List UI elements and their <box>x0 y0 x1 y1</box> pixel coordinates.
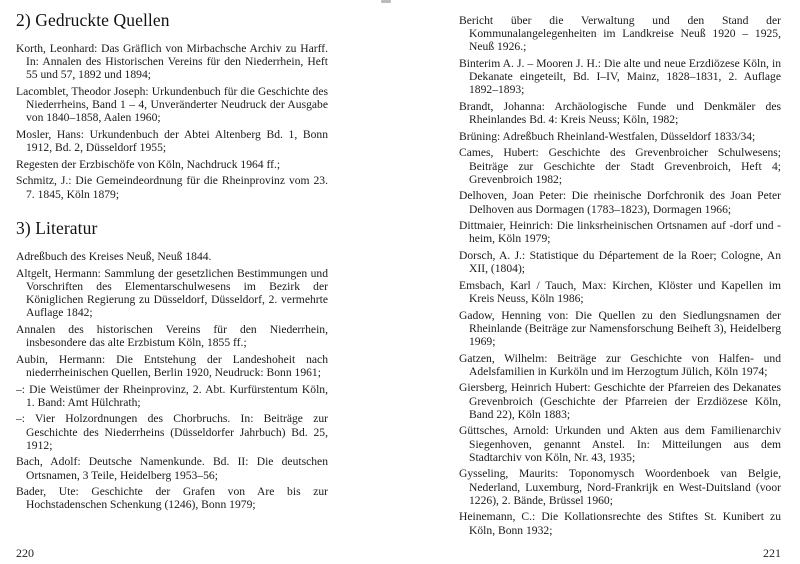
bibliography-entry: Dittmaier, Heinrich: Die linksrheinischen Ortsnamen auf -dorf und -heim, Köln 1979; <box>459 219 781 246</box>
bibliography-entry: Brandt, Johanna: Archäologische Funde und Denkmäler des Rheinlandes Bd. 4: Kreis Neuss; Köln, 1982; <box>459 100 781 127</box>
bibliography-entry: Bach, Adolf: Deutsche Namenkunde. Bd. II: Die deutschen Ortsnamen, 3 Teile, Heidelberg 1953–56; <box>16 455 328 482</box>
bibliography-entry: –: Die Weistümer der Rheinprovinz, 2. Abt. Kurfürstentum Köln, 1. Band: Amt Hülchrath; <box>16 382 328 409</box>
bibliography-entry: Regesten der Erzbischöfe von Köln, Nachdruck 1964 ff.; <box>16 157 281 171</box>
printed-sources-list <box>16 42 328 204</box>
bibliography-entry: Annalen des historischen Vereins für den Niederrhein, insbesondere das alte Erzbistum Köln, 1855 ff.; <box>16 322 328 350</box>
bibliography-entry: Güttsches, Arnold: Urkunden und Akten aus dem Familienarchiv Siegenhoven, genannt Anstel. In: Mitteilungen aus dem Stadtarchiv von Köln, Nr. 43, 1935; <box>459 424 781 464</box>
page-spacer <box>16 515 328 546</box>
bibliography-entry: Mosler, Hans: Urkundenbuch der Abtei Altenberg Bd. 1, Bonn 1912, Bd. 2, Düsseldorf 1955; <box>16 128 328 155</box>
bibliography-entry: Binterim A. J. – Mooren J. H.: Die alte und neue Erzdiözese Köln, in Dekanate eingeteilt, Bd. I–IV, Mainz, 1828–1831, 2. Auflage 1892–1893; <box>459 57 781 97</box>
bibliography-entry: Delhoven, Joan Peter: Die rheinische Dorfchronik des Joan Peter Delhoven aus Dormagen (1783–1823), Dormagen 1966; <box>459 189 781 216</box>
page-number-right: 221 <box>763 546 781 561</box>
literature-list-left <box>16 250 328 515</box>
bibliography-entry: Cames, Hubert: Geschichte des Grevenbroicher Schulwesens; Beiträge zur Geschichte der Stadt Grevenbroich, Heft 4; Grevenbroich 1982; <box>459 146 781 186</box>
bibliography-entry: Schmitz, J.: Die Gemeindeordnung für die Rheinprovinz vom 23. 7. 1845, Köln 1879; <box>16 174 328 201</box>
cropped-glyph-fragment <box>381 0 391 3</box>
bibliography-entry: Bericht über die Verwaltung und den Stand der Kommunalangelegenheiten im Landkreise Neuß 1920 – 1925, Neuß 1926.; <box>459 14 781 54</box>
right-page <box>400 0 800 564</box>
bibliography-entry: Giersberg, Heinrich Hubert: Geschichte der Pfarreien des Dekanates Grevenbroich (Geschichte der Pfarreien der Erzdiözese Köln, Band 22), Köln 1883; <box>459 381 781 421</box>
bibliography-entry: Gysseling, Maurits: Toponomysch Woordenboek van Belgie, Nederland, Luxemburg, Nord-Frankrijk en West-Duitsland (voor 1226), 2. Bände, Brüssel 1960; <box>459 467 781 507</box>
bibliography-entry: Adreßbuch des Kreises Neuß, Neuß 1844. <box>16 250 212 264</box>
bibliography-entry: Dorsch, A. J.: Statistique du Département de la Roer; Cologne, An XII, (1804); <box>459 248 781 276</box>
bibliography-entry: Heinemann, C.: Die Kollationsrechte des Stiftes St. Kunibert zu Köln, Bonn 1932; <box>459 510 781 537</box>
literature-list-right <box>459 14 781 540</box>
bibliography-entry: Aubin, Hermann: Die Entstehung der Landeshoheit nach niederrheinischen Quellen, Berlin 1920, Neudruck: Bonn 1961; <box>16 352 328 379</box>
bibliography-entry: –: Vier Holzordnungen des Chorbruchs. In: Beiträge zur Geschichte des Niederrheins (Düsseldorfer Jahrbuch) Bd. 25, 1912; <box>16 412 328 452</box>
bibliography-entry: Korth, Leonhard: Das Gräflich von Mirbachsche Archiv zu Harff. In: Annalen des Historischen Vereins für den Niederrhein, Heft 55 und 57, 1892 und 1894; <box>16 42 328 82</box>
section-heading-literatur: 3) Literatur <box>16 218 98 239</box>
section-heading-gedruckte-quellen: 2) Gedruckte Quellen <box>16 10 170 30</box>
page-number-left: 220 <box>16 546 34 561</box>
bibliography-entry: Lacomblet, Theodor Joseph: Urkundenbuch für die Geschichte des Niederrheins, Band 1 – 4, Unveränderter Neudruck der Ausgabe von 1840–1858, Aalen 1960; <box>16 85 328 125</box>
bibliography-entry: Gadow, Henning von: Die Quellen zu den Siedlungsnamen der Rheinlande (Beiträge zur Namensforschung Beiheft 3), Heidelberg 1969; <box>459 308 781 348</box>
bibliography-entry: Bader, Ute: Geschichte der Grafen von Are bis zur Hochstadenschen Schenkung (1246), Bonn 1979; <box>16 485 328 512</box>
bibliography-entry: Altgelt, Hermann: Sammlung der gesetzlichen Bestimmungen und Vorschriften des Elementarschulwesens im Bezirk der Königlichen Regierung zu Düsseldorf, Düsseldorf, 2. vermehrte Auflage 1842; <box>16 266 328 320</box>
bibliography-entry: Emsbach, Karl / Tauch, Max: Kirchen, Klöster und Kapellen im Kreis Neuss, Köln 1986; <box>459 278 781 305</box>
bibliography-entry: Gatzen, Wilhelm: Beiträge zur Geschichte von Halfen- und Adelsfamilien in Kurköln und im Herzogtum Jülich, Köln 1974; <box>459 351 781 378</box>
bibliography-entry: Brüning: Adreßbuch Rheinland-Westfalen, Düsseldorf 1833/34; <box>459 129 756 143</box>
